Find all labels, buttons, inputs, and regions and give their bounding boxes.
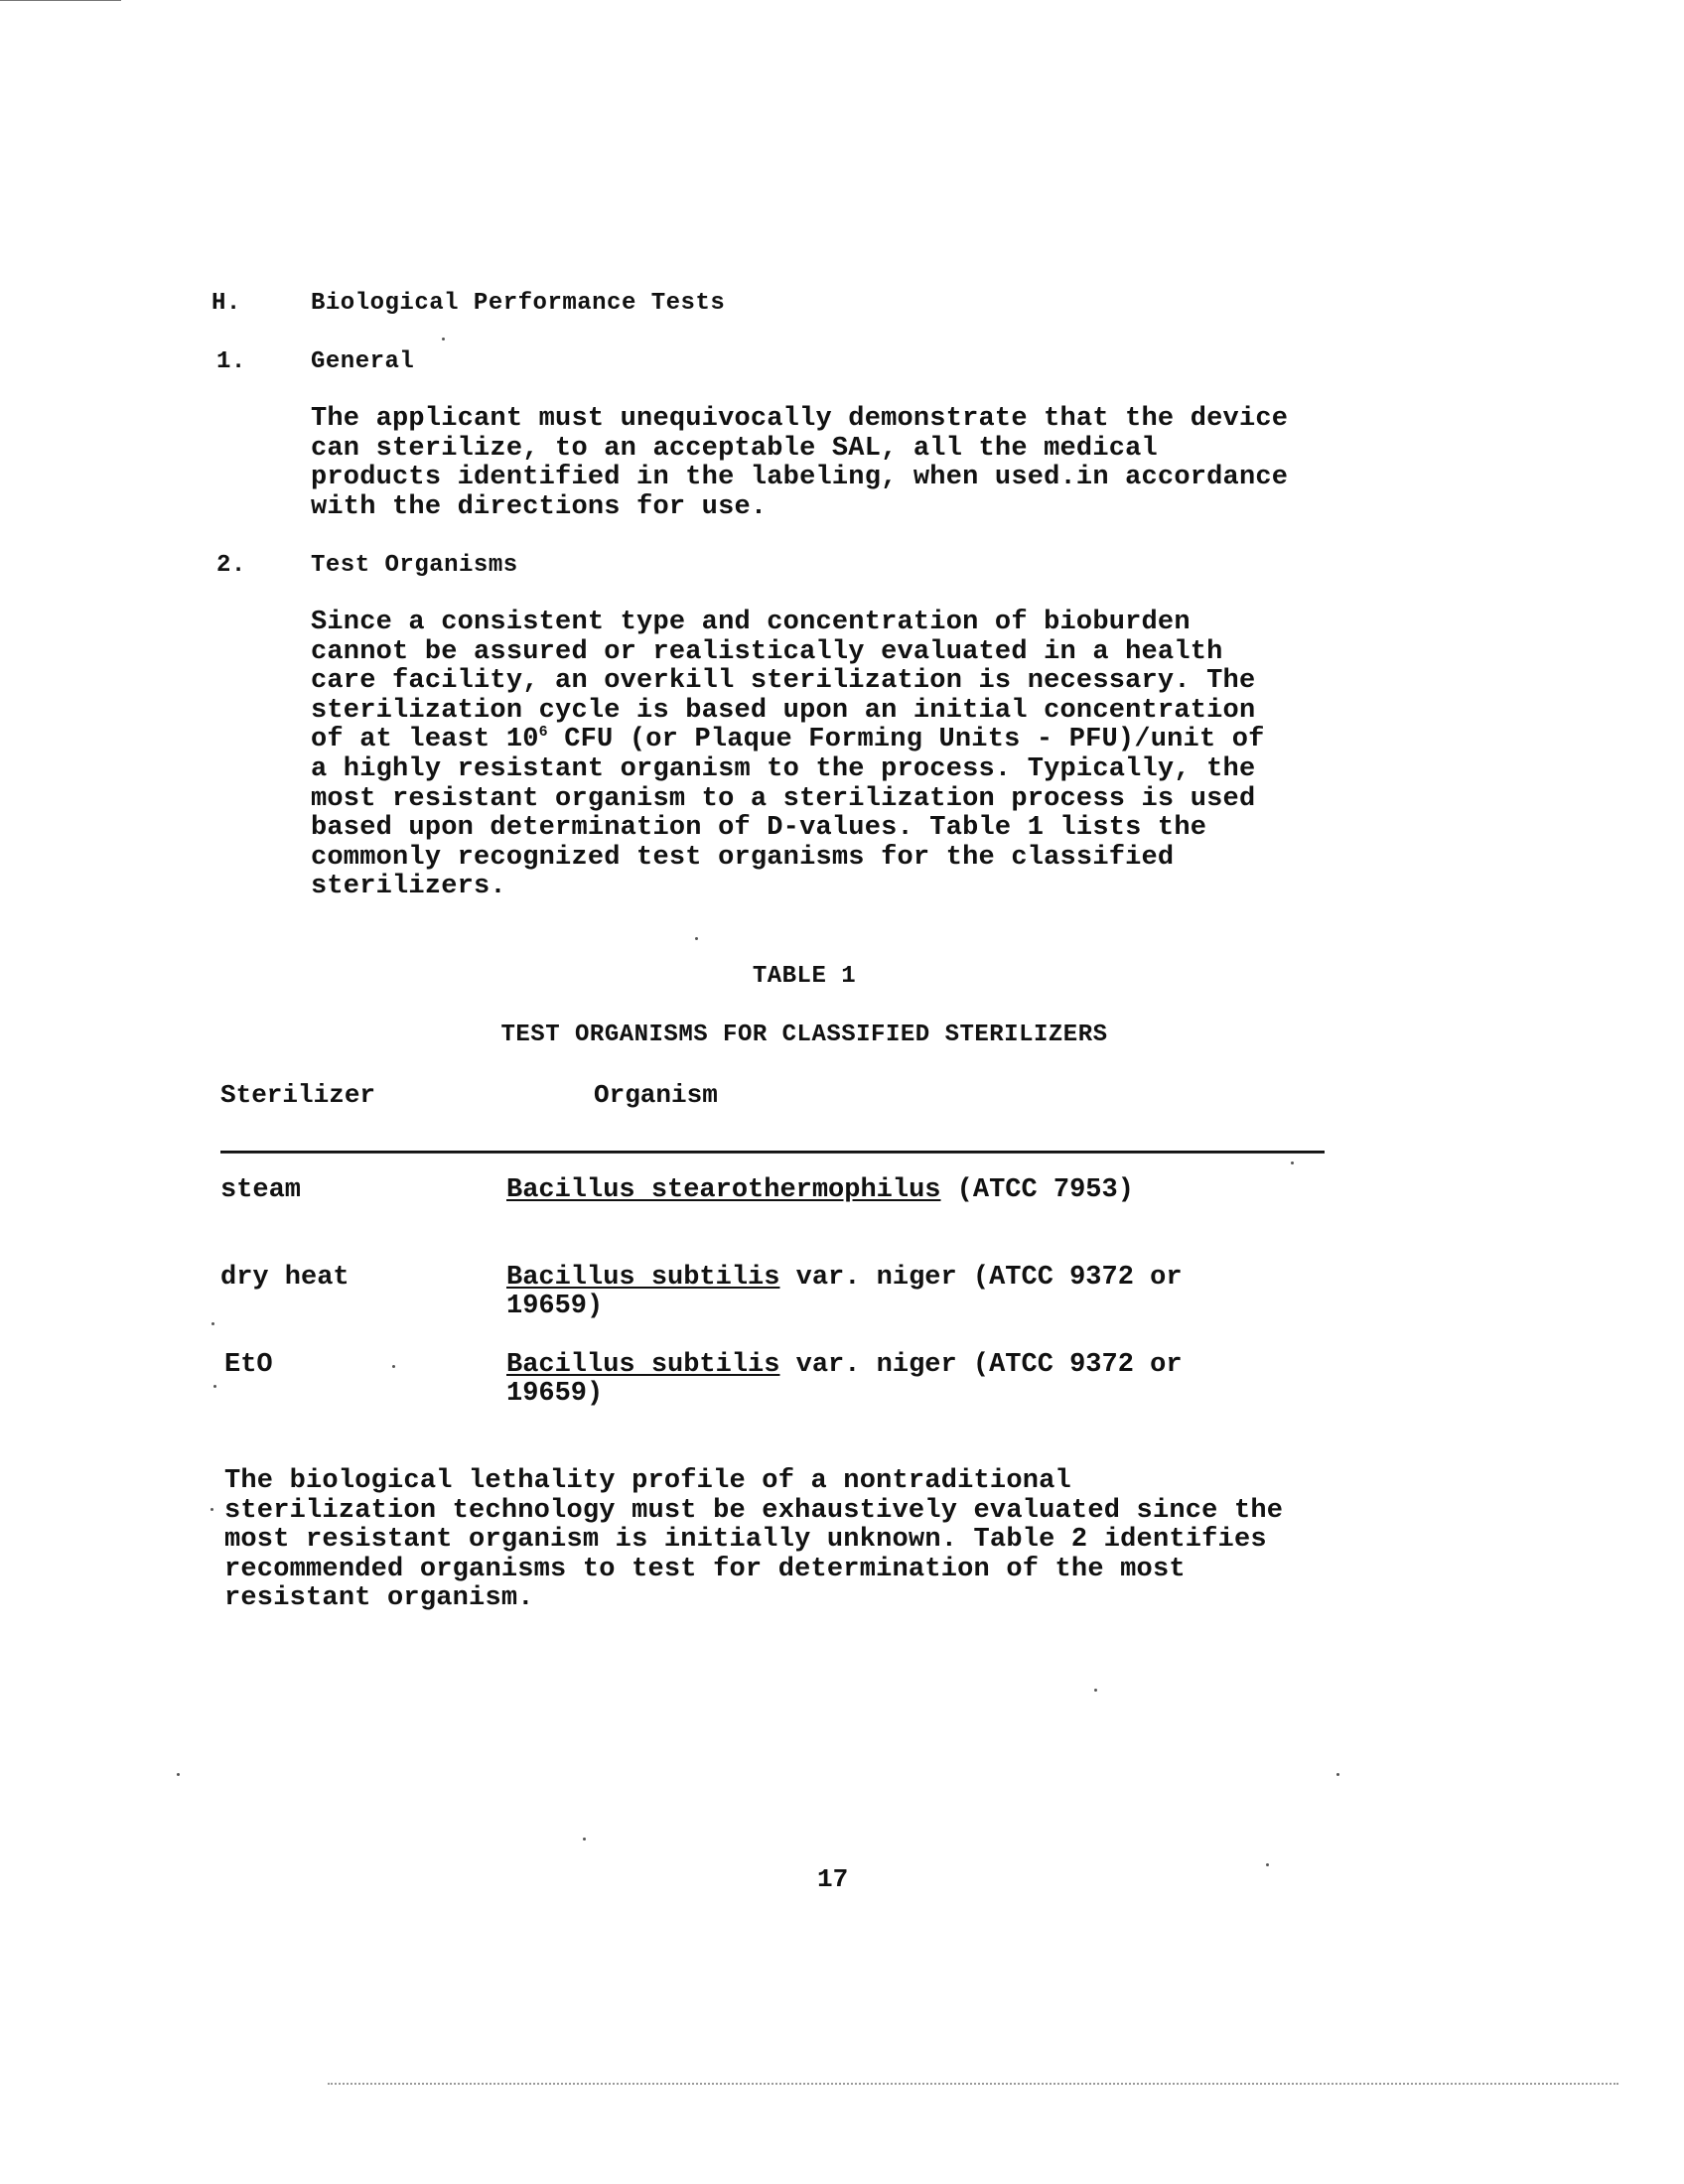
- item-2-body-part2: CFU (or Plaque Forming Units - PFU)/unit of a highly resistant organism to the process. Typically, the most resistant organism to a sterilization process is used based upon determination of D-values. Table 1 lists the commonly recognized test organisms for the classified sterilizers.: [311, 725, 1265, 902]
- section-title: Biological Performance Tests: [311, 290, 726, 317]
- scan-noise-line: [328, 2083, 1618, 2085]
- scan-speck: [392, 1365, 395, 1368]
- organism-name: Bacillus subtilis: [506, 1350, 780, 1380]
- organism-detail: var. niger (ATCC 9372 or 19659): [506, 1263, 1183, 1321]
- scan-speck: [442, 338, 445, 341]
- scan-speck: [1266, 1863, 1269, 1866]
- item-2-number: 2.: [216, 552, 246, 579]
- scan-speck: [1336, 1773, 1339, 1776]
- section-letter: H.: [211, 290, 241, 317]
- scan-speck: [695, 937, 698, 940]
- exponent: 6: [538, 724, 548, 742]
- scan-speck: [1291, 1161, 1294, 1164]
- organism-name: Bacillus subtilis: [506, 1263, 780, 1293]
- scan-speck: [1094, 1689, 1097, 1692]
- table-row-2-sterilizer: dry heat: [220, 1263, 350, 1293]
- organism-name: Bacillus stearothermophilus: [506, 1175, 941, 1205]
- organism-detail: var. niger (ATCC 9372 or 19659): [506, 1350, 1183, 1409]
- table-row-3-sterilizer: EtO: [224, 1350, 273, 1380]
- organism-detail: (ATCC 7953): [940, 1175, 1134, 1205]
- column-header-organism: Organism: [594, 1080, 718, 1110]
- item-1-number: 1.: [216, 348, 246, 375]
- scan-speck: [213, 1385, 216, 1388]
- item-2-body-part1: Since a consistent type and concentration of bioburden cannot be assured or realistically evaluated in a health care facility, an overkill sterilization is necessary. The sterilization cycle is based upon an initial concentration of at least 10: [311, 608, 1256, 755]
- column-header-sterilizer: Sterilizer: [220, 1080, 376, 1110]
- scan-speck: [177, 1773, 180, 1776]
- table-row-3-organism: [506, 1351, 1183, 1409]
- closing-paragraph: The biological lethality profile of a nontraditional sterilization technology must be exhaustively evaluated since the most resistant organism is initially unknown. Table 2 identifies recommended organisms to test for determination of the most resistant organism.: [224, 1466, 1284, 1614]
- table-row-2-organism: [506, 1264, 1183, 1321]
- item-2-body: [311, 609, 1265, 902]
- item-1-body: The applicant must unequivocally demonstrate that the device can sterilize, to an acceptable SAL, all the medical products identified in the labeling, when used.in accordance with the directions for use.: [311, 404, 1289, 522]
- top-edge-rule: [0, 0, 121, 1]
- item-2-title: Test Organisms: [311, 552, 518, 579]
- table-row-1-organism: [506, 1176, 1134, 1205]
- scan-speck: [211, 1322, 214, 1325]
- scan-speck: [583, 1838, 586, 1841]
- table-label: TABLE 1: [752, 963, 857, 990]
- page-number: 17: [817, 1864, 849, 1894]
- item-1-title: General: [311, 348, 415, 375]
- table-header-rule: [220, 1151, 1325, 1154]
- table-caption: TEST ORGANISMS FOR CLASSIFIED STERILIZERS: [500, 1022, 1108, 1048]
- table-row-1-sterilizer: steam: [220, 1175, 302, 1205]
- scan-speck: [210, 1508, 213, 1511]
